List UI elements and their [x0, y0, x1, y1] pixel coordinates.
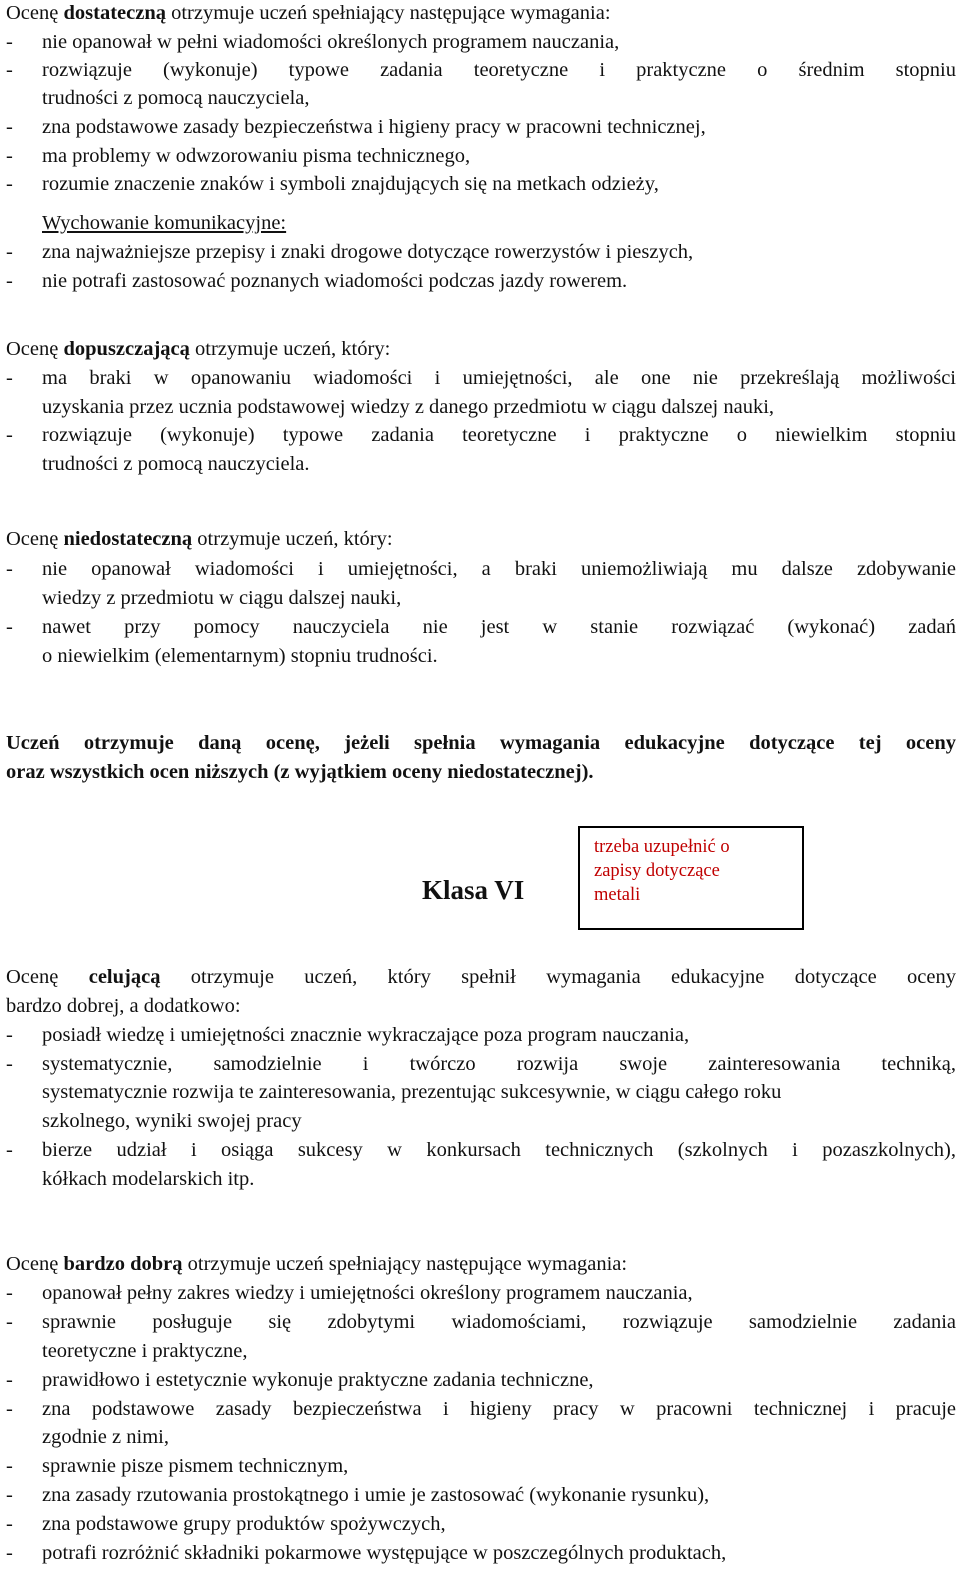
list-dash: - [6, 1369, 13, 1391]
subheading: Wychowanie komunikacyjne: [42, 212, 287, 234]
list-dash: - [6, 1024, 13, 1046]
editor-note-box [578, 826, 804, 930]
list-item-continuation: kółkach modelarskich itp. [42, 1168, 255, 1190]
grade-intro-dopuszczajaca [6, 337, 956, 361]
list-item: rozwiązuje (wykonuje) typowe zadania teoretyczne i praktyczne o średnim stopniu [42, 59, 956, 81]
grade-intro-continuation: bardzo dobrej, a dodatkowo: [6, 995, 241, 1017]
list-item-continuation: uzyskania przez ucznia podstawowej wiedzy z danego przedmiotu w ciągu dalszej nauki, [42, 396, 775, 418]
note-text: trzeba uzupełnić o [594, 837, 730, 857]
list-item-continuation: o niewielkim (elementarnym) stopniu trudności. [42, 645, 438, 667]
list-item: posiadł wiedzę i umiejętności znacznie wykraczające poza program nauczania, [42, 1024, 690, 1046]
grade-name: celującą [88, 966, 161, 988]
grade-name: dostateczną [63, 2, 166, 24]
grade-name: bardzo dobrą [63, 1253, 183, 1275]
grade-intro-suffix: otrzymuje uczeń, który spełnił wymagania edukacyjne dotyczące oceny [160, 966, 956, 988]
list-dash: - [6, 558, 13, 580]
class-heading: Klasa VI [422, 875, 525, 905]
list-item: ma braki w opanowaniu wiadomości i umiejętności, ale one nie przekreślają możliwości [42, 367, 956, 389]
note-text: zapisy dotyczące [594, 861, 720, 881]
list-dash: - [6, 1282, 13, 1304]
grade-intro-prefix: Ocenę [6, 2, 64, 24]
grade-intro-dostateczna [6, 1, 956, 25]
list-item: opanował pełny zakres wiedzy i umiejętności określony programem nauczania, [42, 1282, 693, 1304]
note-text: metali [594, 885, 641, 905]
list-item: nie opanował wiadomości i umiejętności, a braki uniemożliwiają mu dalsze zdobywanie [42, 558, 956, 580]
list-dash: - [6, 173, 13, 195]
list-dash: - [6, 31, 13, 53]
grade-name: niedostateczną [63, 528, 193, 550]
list-item-continuation: systematycznie rozwija te zainteresowania, prezentując sukcesywnie, w ciągu całego roku [42, 1081, 782, 1103]
list-item-continuation: zgodnie z nimi, [42, 1426, 169, 1448]
list-item: bierze udział i osiąga sukcesy w konkursach technicznych (szkolnych i pozaszkolnych), [42, 1139, 956, 1161]
list-item: zna najważniejsze przepisy i znaki drogowe dotyczące rowerzystów i pieszych, [42, 241, 694, 263]
grade-intro-niedostateczna [6, 527, 956, 551]
list-dash: - [6, 1542, 13, 1564]
grade-intro-celujaca [6, 965, 956, 989]
list-item: nie potrafi zastosować poznanych wiadomości podczas jazdy rowerem. [42, 270, 628, 292]
list-item: zna podstawowe zasady bezpieczeństwa i higieny pracy w pracowni technicznej, [42, 116, 706, 138]
list-dash: - [6, 1053, 13, 1075]
list-dash: - [6, 59, 13, 81]
grade-intro-bardzo-dobra [6, 1252, 956, 1276]
grade-name: dopuszczającą [63, 338, 190, 360]
list-dash: - [6, 1311, 13, 1333]
list-dash: - [6, 116, 13, 138]
list-item: ma problemy w odwzorowaniu pisma technicznego, [42, 145, 471, 167]
grade-intro-prefix: Ocenę [6, 338, 64, 360]
grade-intro-prefix: Ocenę [6, 1253, 64, 1275]
list-dash: - [6, 1455, 13, 1477]
list-item: nie opanował w pełni wiadomości określonych programem nauczania, [42, 31, 620, 53]
list-item-continuation: teoretyczne i praktyczne, [42, 1340, 248, 1362]
list-item: zna podstawowe zasady bezpieczeństwa i higieny pracy w pracowni technicznej i pracuje [42, 1398, 956, 1420]
list-item: prawidłowo i estetycznie wykonuje praktyczne zadania techniczne, [42, 1369, 594, 1391]
grade-intro-prefix: Ocenę [6, 528, 64, 550]
list-item: nawet przy pomocy nauczyciela nie jest w stanie rozwiązać (wykonać) zadań [42, 616, 956, 638]
list-dash: - [6, 145, 13, 167]
list-item: zna podstawowe grupy produktów spożywczych, [42, 1513, 446, 1535]
list-item: sprawnie pisze pismem technicznym, [42, 1455, 349, 1477]
list-dash: - [6, 241, 13, 263]
grade-intro-suffix: otrzymuje uczeń spełniający następujące wymagania: [165, 2, 611, 24]
list-item-continuation: trudności z pomocą nauczyciela. [42, 453, 310, 475]
grade-intro-suffix: otrzymuje uczeń spełniający następujące wymagania: [182, 1253, 628, 1275]
list-dash: - [6, 1398, 13, 1420]
summary-statement: Uczeń otrzymuje daną ocenę, jeżeli spełnia wymagania edukacyjne dotyczące tej oceny [6, 732, 956, 754]
list-item: zna zasady rzutowania prostokątnego i umie je zastosować (wykonanie rysunku), [42, 1484, 710, 1506]
grade-intro-suffix: otrzymuje uczeń, który: [189, 338, 391, 360]
list-item: systematycznie, samodzielnie i twórczo rozwija swoje zainteresowania techniką, [42, 1053, 956, 1075]
list-dash: - [6, 1484, 13, 1506]
list-dash: - [6, 367, 13, 389]
list-item-continuation: wiedzy z przedmiotu w ciągu dalszej nauki, [42, 587, 402, 609]
grade-intro-suffix: otrzymuje uczeń, który: [192, 528, 393, 550]
list-item: rozumie znaczenie znaków i symboli znajdujących się na metkach odzieży, [42, 173, 659, 195]
list-dash: - [6, 1513, 13, 1535]
list-item: rozwiązuje (wykonuje) typowe zadania teoretyczne i praktyczne o niewielkim stopniu [42, 424, 956, 446]
list-item: potrafi rozróżnić składniki pokarmowe występujące w poszczególnych produktach, [42, 1542, 727, 1564]
list-item: sprawnie posługuje się zdobytymi wiadomościami, rozwiązuje samodzielnie zadania [42, 1311, 956, 1333]
list-item-continuation: szkolnego, wyniki swojej pracy [42, 1110, 302, 1132]
summary-statement-continuation: oraz wszystkich ocen niższych (z wyjątkiem oceny niedostatecznej). [6, 761, 594, 783]
list-dash: - [6, 424, 13, 446]
list-dash: - [6, 270, 13, 292]
list-dash: - [6, 616, 13, 638]
grade-intro-prefix: Ocenę [6, 966, 89, 988]
list-dash: - [6, 1139, 13, 1161]
list-item-continuation: trudności z pomocą nauczyciela, [42, 87, 310, 109]
